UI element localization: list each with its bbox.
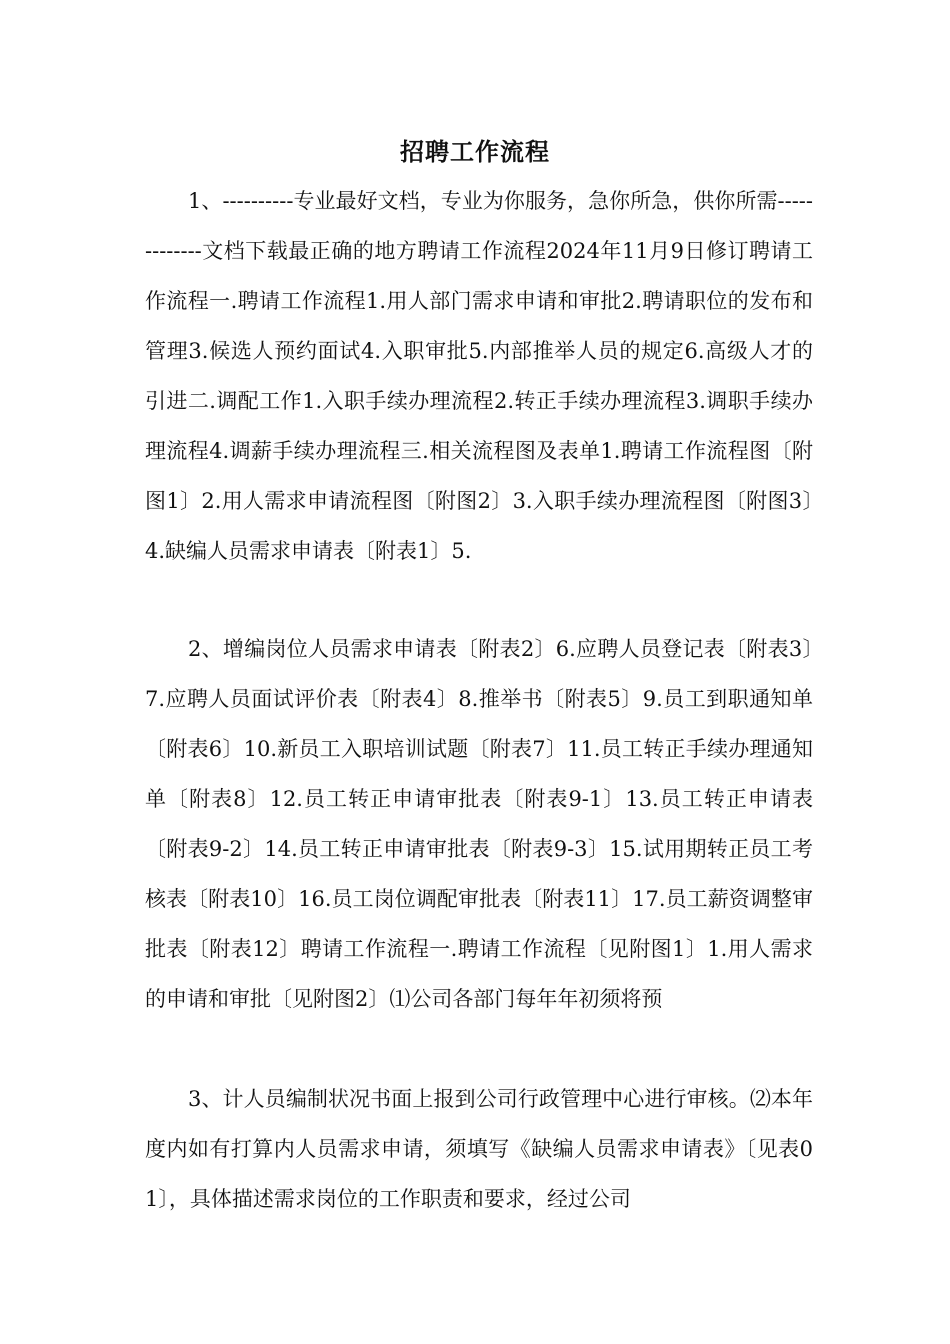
document-title: 招聘工作流程 <box>400 137 550 166</box>
paragraph-2: 2、增编岗位人员需求申请表〔附表2〕6.应聘人员登记表〔附表3〕7.应聘人员面试评价表〔附表4〕8.推举书〔附表5〕9.员工到职通知单〔附表6〕10.新员工入职培训试题〔附表7〕11.员工转正手续办理通知单〔附表8〕12.员工转正申请审批表〔附表9-1〕13.员工转正申请表〔附表9-2〕14.员工转正申请审批表〔附表9-3〕15.试用期转正员工考核表〔附表10〕16.员工岗位调配审批表〔附表11〕17.员工薪资调整审批表〔附表12〕聘请工作流程一.聘请工作流程〔见附图1〕1.用人需求的申请和审批〔见附图2〕⑴公司各部门每年年初须将预 <box>145 637 813 1011</box>
paragraph-1: 1、----------专业最好文档，专业为你服务，急你所急，供你所需-------------文档下载最正确的地方聘请工作流程2024年11月9日修订聘请工作流程一.聘请工作流程1.用人部门需求申请和审批2.聘请职位的发布和管理3.候选人预约面试4.入职审批5.内部推举人员的规定6.高级人才的引进二.调配工作1.入职手续办理流程2.转正手续办理流程3.调职手续办理流程4.调薪手续办理流程三.相关流程图及表单1.聘请工作流程图〔附图1〕2.用人需求申请流程图〔附图2〕3.入职手续办理流程图〔附图3〕4.缺编人员需求申请表〔附表1〕5. <box>145 189 813 563</box>
paragraph-3: 3、计人员编制状况书面上报到公司行政管理中心进行审核。⑵本年度内如有打算内人员需求申请，须填写《缺编人员需求申请表》〔见表01〕，具体描述需求岗位的工作职责和要求，经过公司 <box>145 1087 813 1211</box>
